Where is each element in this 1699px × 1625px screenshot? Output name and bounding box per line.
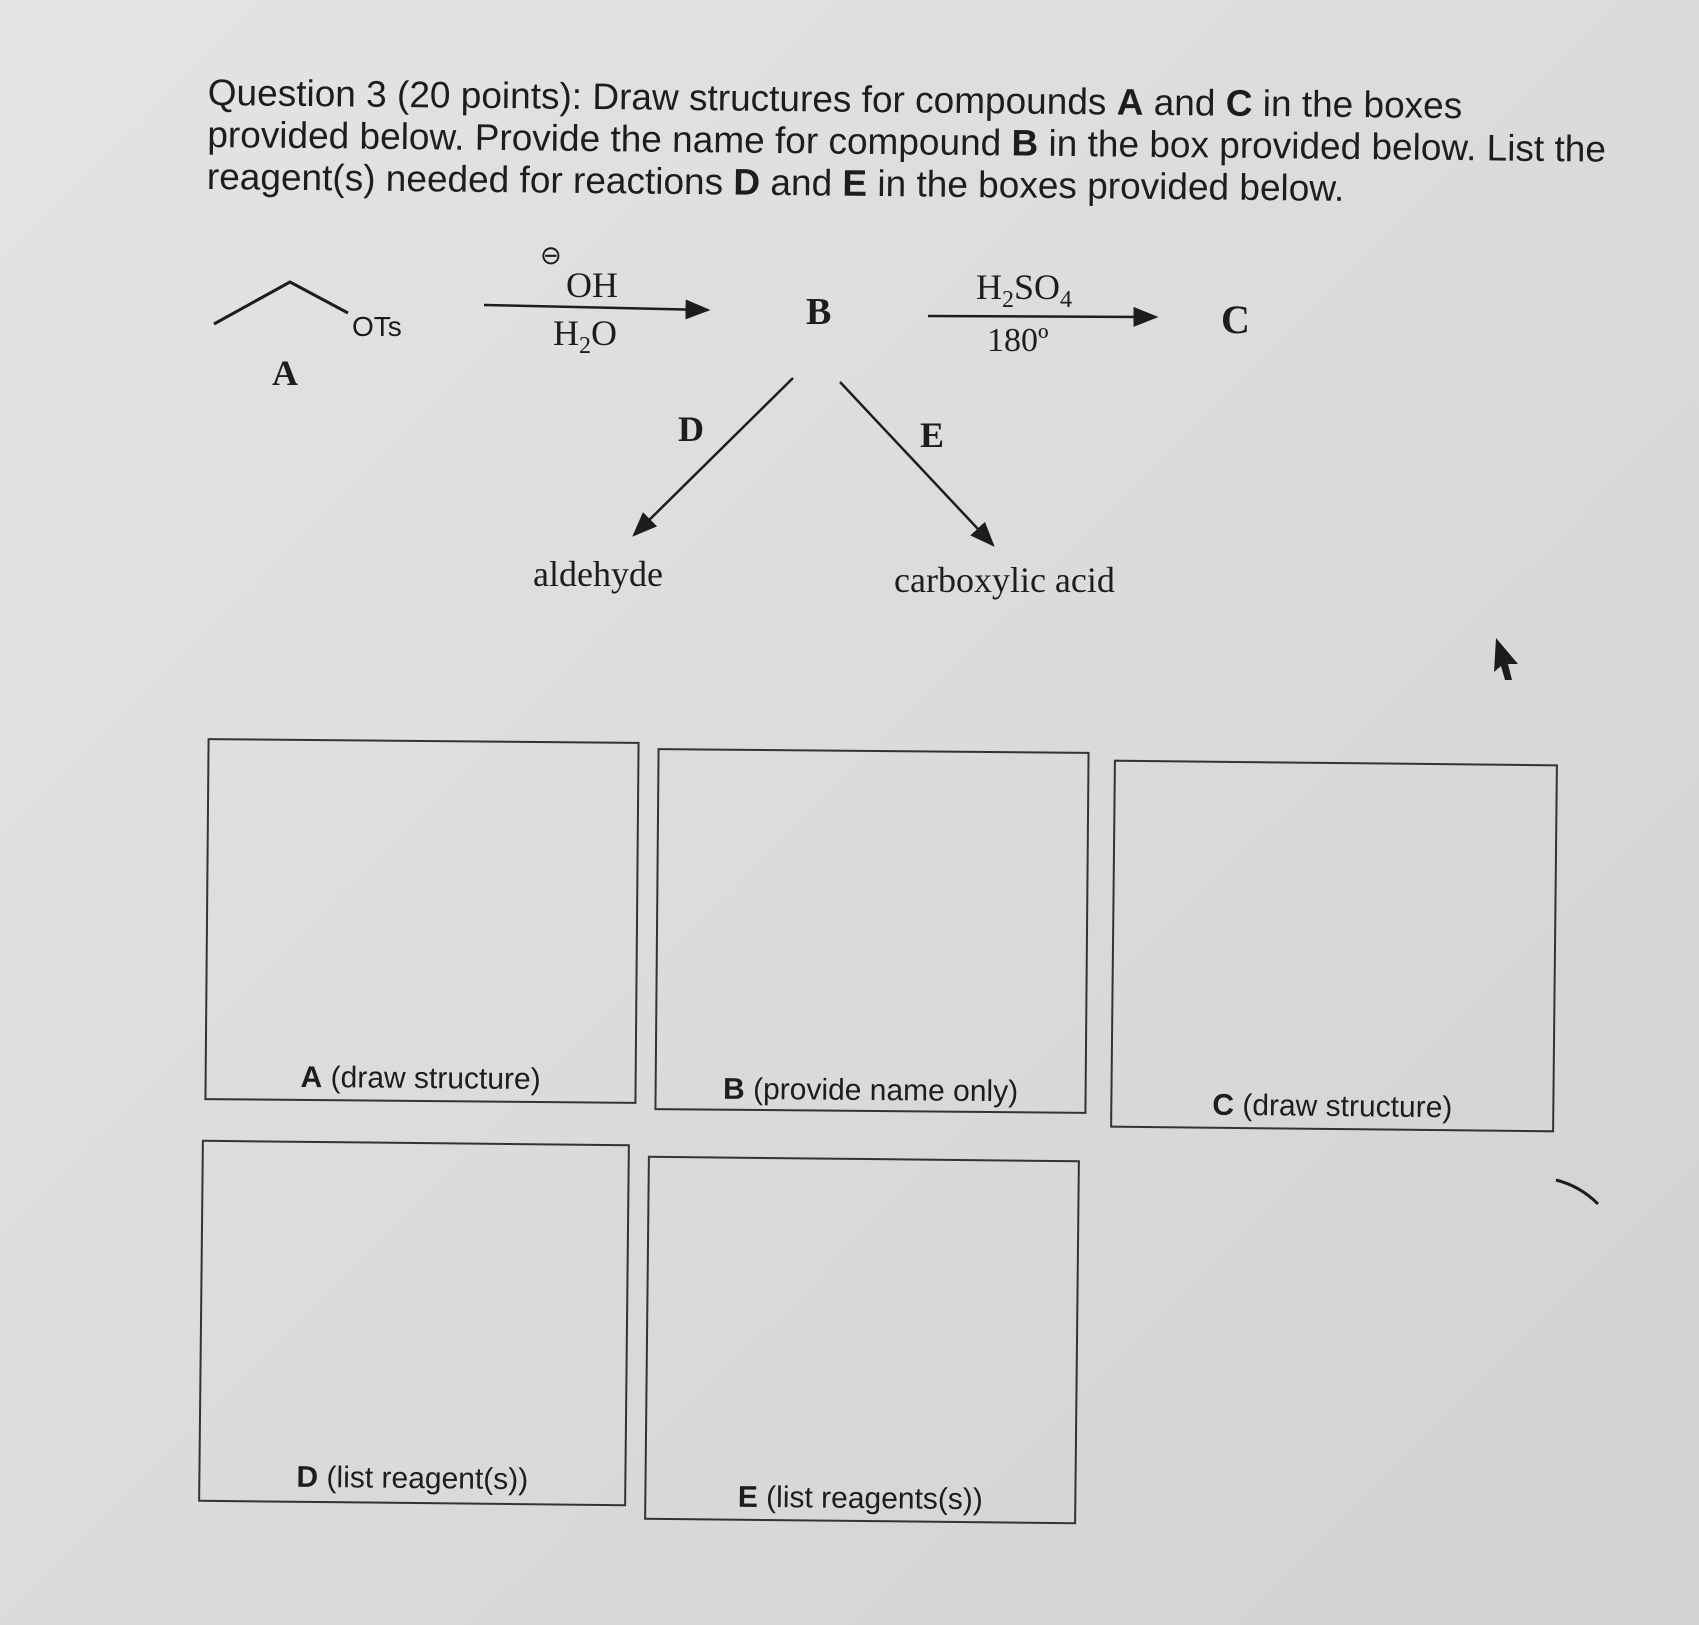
box-c-label: [1112, 1088, 1552, 1127]
h2o-h: H: [553, 313, 579, 353]
question-b: B: [1011, 122, 1039, 164]
compound-a-bonds: [214, 282, 348, 324]
ots-label: OTs: [352, 311, 402, 342]
box-b-provide-name[interactable]: [654, 748, 1089, 1114]
h2o-o: O: [591, 313, 617, 353]
compound-b-label: B: [806, 291, 832, 333]
box-b-label: [656, 1072, 1084, 1110]
box-e-label: [646, 1480, 1074, 1518]
box-a-draw-structure[interactable]: [204, 738, 639, 1104]
box-a-text: (draw structure): [330, 1061, 541, 1097]
h2so4-subscript-2: 2: [1002, 287, 1014, 314]
h2so4-so: SO: [1014, 267, 1061, 307]
oh-label: OH: [566, 265, 618, 305]
box-d-list-reagents[interactable]: [198, 1140, 630, 1506]
question-a: A: [1116, 81, 1144, 123]
box-b-letter: B: [722, 1072, 745, 1106]
hydroxide-minus-icon: ⊖: [540, 240, 562, 270]
cursor-arrow-icon: [1494, 638, 1518, 680]
compound-a-label: A: [272, 353, 298, 393]
h2so4-subscript-4: 4: [1060, 287, 1073, 314]
pen-mark: [1556, 1180, 1598, 1204]
question-and1: and: [1153, 81, 1216, 124]
box-c-letter: C: [1212, 1088, 1235, 1122]
question-and2: and: [770, 161, 833, 204]
aldehyde-label: aldehyde: [533, 554, 663, 594]
h2o-subscript: 2: [579, 333, 591, 360]
box-e-letter: E: [737, 1480, 758, 1514]
arrow-e: [840, 382, 993, 545]
box-c-text: (draw structure): [1242, 1089, 1453, 1125]
h2so4-label: [976, 266, 1072, 314]
compound-c-label: C: [1221, 297, 1250, 342]
question-d: D: [733, 161, 761, 203]
h2so4-h: H: [976, 267, 1002, 307]
question-c: C: [1225, 82, 1253, 124]
carboxylic-acid-label: carboxylic acid: [894, 560, 1115, 600]
question-mid2: in the box provided below. List the reagent(s) needed for reactions: [206, 122, 1607, 203]
box-d-letter: D: [296, 1460, 319, 1495]
box-a-letter: A: [300, 1060, 323, 1095]
question-e: E: [842, 162, 868, 204]
box-b-text: (provide name only): [752, 1072, 1019, 1109]
box-d-label: [200, 1460, 624, 1498]
question-mid1: in the boxes provided below. Provide the name for compound: [207, 83, 1463, 164]
h2o-label: [553, 312, 617, 360]
box-e-text: (list reagents(s)): [765, 1481, 984, 1517]
box-d-text: (list reagent(s)): [326, 1461, 529, 1497]
arrow-d: [634, 378, 793, 535]
question-lead: Question 3 (20 points): Draw structures for compounds: [207, 72, 1107, 123]
reaction-d-label: D: [678, 409, 704, 449]
box-e-list-reagents[interactable]: [644, 1156, 1080, 1525]
box-c-draw-structure[interactable]: [1110, 760, 1558, 1133]
reaction-e-label: E: [920, 415, 945, 455]
question-tail: in the boxes provided below.: [877, 163, 1345, 209]
temperature-label: 180º: [987, 322, 1049, 359]
arrow-b-to-c: [928, 316, 1156, 317]
box-a-label: [206, 1060, 634, 1098]
